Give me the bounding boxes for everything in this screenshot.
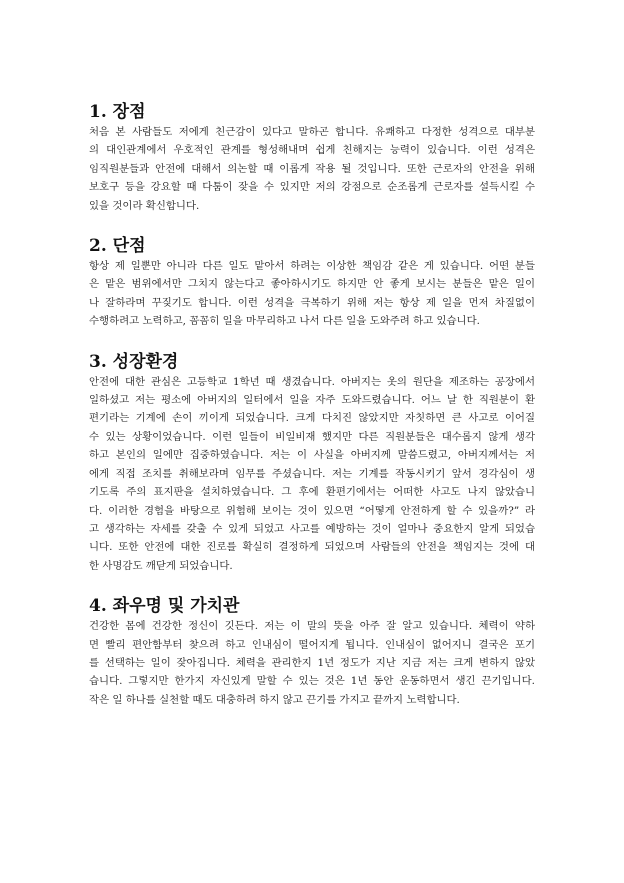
body-line: 하고 본인의 일에만 집중하였습니다. 저는 이 사실을 아버지께 말씀드렸고, 아버지께서는 저 <box>89 449 535 462</box>
body-line: 습니다. 그렇지만 한가지 자신있게 말할 수 있는 것은 1년 동안 운동하면서 생긴 끈기입니다. <box>89 675 535 688</box>
section-heading: 3. 성장환경 <box>89 351 179 372</box>
body-line: 있을 것이라 확신합니다. <box>89 199 200 212</box>
section-heading: 2. 단점 <box>89 236 146 257</box>
body-line: 수행하려고 노력하고, 꼼꼼히 일을 마무리하고 나서 다른 일을 도와주려 하고 있습니다. <box>89 315 480 328</box>
section-heading: 1. 장점 <box>89 102 146 122</box>
body-line: 편기라는 기계에 손이 끼이게 되었습니다. 크게 다치진 않았지만 자칫하면 큰 사고로 이어질 <box>89 412 535 425</box>
body-line: 한 사명감도 깨닫게 되었습니다. <box>89 559 233 572</box>
body-line: 나 잘하라며 꾸짖기도 합니다. 이런 성격을 극복하기 위해 저는 항상 제 일을 먼저 차질없이 <box>89 296 535 309</box>
body-line: 수 있는 상황이었습니다. 이런 일들이 비일비재 했지만 다른 직원분들은 대수롭지 않게 생각 <box>89 430 535 443</box>
body-line: 의 대인관계에서 우호적인 관계를 형성해내며 쉽게 친해지는 능력이 있습니다. 이런 성격은 <box>89 144 535 157</box>
section-weaknesses <box>89 235 535 331</box>
body-line: 임직원분들과 안전에 대해서 의논할 때 이롭게 작용 될 것입니다. 또한 근로자의 안전을 위해 <box>89 162 535 175</box>
document-body <box>89 101 535 709</box>
body-line: 니다. 또한 안전에 대한 진로를 확실히 결정하게 되었으며 사람들의 안전을 책임지는 것에 대 <box>89 541 535 554</box>
body-line: 항상 제 일뿐만 아니라 다른 일도 맡아서 하려는 이상한 책임감 같은 게 있습니다. 어떤 분들 <box>89 260 535 273</box>
body-line: 건강한 몸에 건강한 정신이 깃든다. 저는 이 말의 뜻을 아주 잘 알고 있습니다. 체력이 약하 <box>89 620 535 633</box>
section-motto-values <box>89 595 535 709</box>
body-line: 은 맡은 범위에서만 그치지 않는다고 좋아하시기도 하지만 안 좋게 보시는 분들은 맡은 일이 <box>89 278 535 291</box>
body-line: 에게 직접 조치를 취해보라며 임무를 주셨습니다. 저는 기계를 작동시키기 앞서 경각심이 생 <box>89 467 535 480</box>
section-heading: 4. 좌우명 및 가치관 <box>89 596 240 617</box>
body-line: 보호구 등을 강요할 때 다툼이 잦을 수 있지만 저의 강점으로 순조롭게 근로자를 설득시킬 수 <box>89 181 535 194</box>
body-line: 처음 본 사람들도 저에게 친근감이 있다고 말하곤 합니다. 유쾌하고 다정한 성격으로 대부분 <box>89 126 535 138</box>
section-background <box>89 351 535 575</box>
body-line: 다. 이러한 경험을 바탕으로 위험해 보이는 것이 있으면 “어떻게 안전하게 할 수 있을까?” 라 <box>89 504 535 517</box>
body-line: 기도록 주의 표지판을 설치하였습니다. 그 후에 환편기에서는 어떠한 사고도 나지 않았습니 <box>89 486 535 499</box>
body-line: 작은 일 하나를 실천할 때도 대충하려 하지 않고 끈기를 가지고 끝까지 노력합니다. <box>89 693 460 706</box>
body-line: 고 생각하는 자세를 갖출 수 있게 되었고 사고를 예방하는 것이 얼마나 중요한지 알게 되었습 <box>89 522 535 535</box>
body-line: 안전에 대한 관심은 고등학교 1학년 때 생겼습니다. 아버지는 옷의 원단을 제조하는 공장에서 <box>89 375 535 388</box>
body-line: 일하셨고 저는 평소에 아버지의 일터에서 일을 자주 도와드렸습니다. 어느 날 한 직원분이 환 <box>89 394 535 407</box>
body-line: 면 빨리 편안함부터 찾으려 하고 인내심이 떨어지게 됩니다. 인내심이 없어지니 결국은 포기 <box>89 638 535 651</box>
body-line: 를 선택하는 일이 잦아집니다. 체력을 관리한지 1년 정도가 지난 지금 저는 크게 변하지 않았 <box>89 656 535 669</box>
section-strengths <box>89 101 535 215</box>
